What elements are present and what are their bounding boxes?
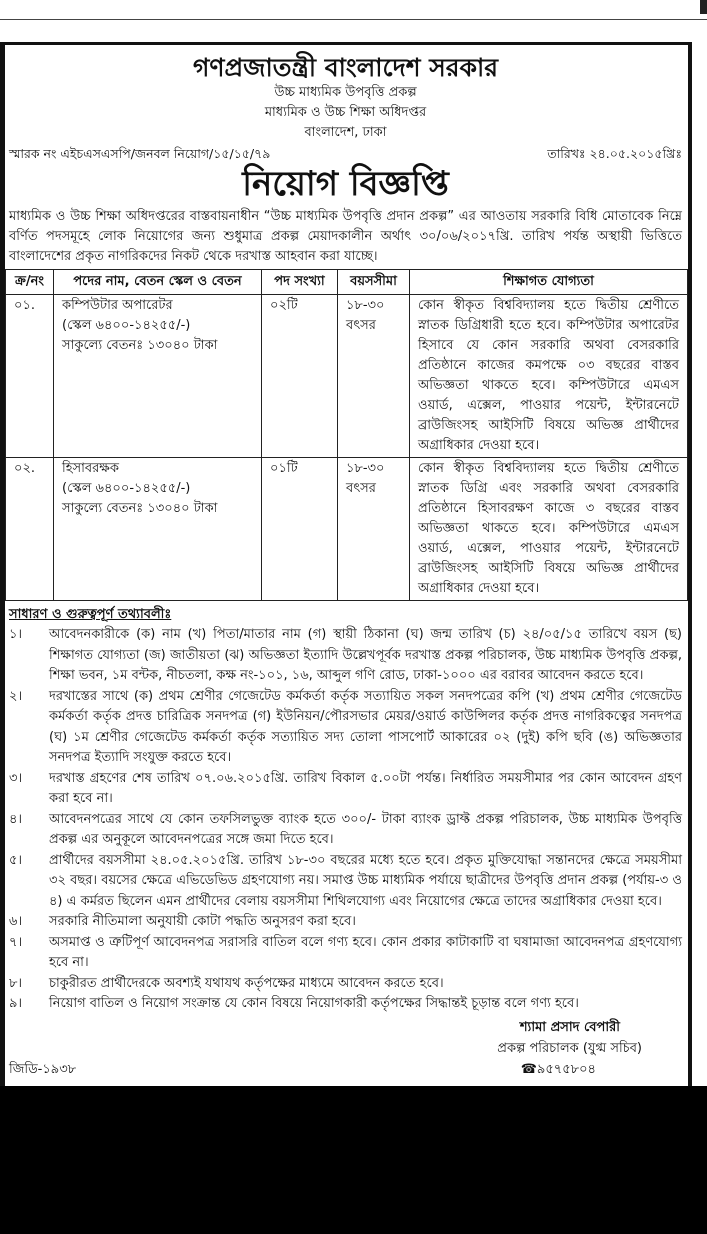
phone-number: ৯৫৭৫৮০৪ [536,1061,596,1077]
pay-scale: (স্কেল ৬৪০০-১৪২৫৫/-) [62,481,191,496]
notice-date: তারিখঃ ২৪.০৫.২০১৫খ্রিঃ [547,146,682,161]
signatory-designation: প্রকল্প পরিচালক (যুগ্ম সচিব) [497,1040,642,1056]
page-edge-mark [700,0,707,14]
project-name: উচ্চ মাধ্যমিক উপবৃত্তি প্রকল্প [274,85,417,100]
age-unit: বৎসর [346,481,376,496]
top-strip [0,0,707,42]
location: বাংলাদেশ, ঢাকা [304,125,387,140]
post-count: ০১টি [262,458,338,601]
post-count: ০২টি [262,295,338,458]
age-range: ১৮-৩০ [346,298,385,313]
footer-line [9,1059,682,1080]
post-cell [54,295,262,458]
note-number: ২। [9,688,23,704]
memo-line [9,144,682,163]
note-item [9,974,682,995]
note-text: দরখাস্ত গ্রহণের শেষ তারিখ ০৭.০৬.২০১৫খ্রি. তারিখ বিকাল ৫.০০টা পর্যন্ত। নির্ধারিত সময়সীমার পর কোন আবেদন গ্রহণ করা হবে না। [49,770,682,806]
table-header-row [6,270,688,295]
note-number: ৭। [9,934,23,950]
memo-number: স্মারক নং এইচএসএসপি/জনবল নিয়োগ/১৫/১৫/৭৯ [9,146,271,161]
age-cell [338,295,410,458]
note-item [9,625,682,687]
note-text: নিয়োগ বাতিল ও নিয়োগ সংক্রান্ত যে কোন বিষয়ে নিয়োগকারী কর্তৃপক্ষের সিদ্ধান্তই চূড়ান্ত বলে গণ্য হবে। [49,996,579,1011]
note-item [9,933,682,974]
age-range: ১৮-৩০ [346,461,385,476]
note-text: আবেদনপত্রের সাথে যে কোন তফসিলভুক্ত ব্যাংক হতে ৩০০/- টাকা ব্যাংক ড্রাফ্ট প্রকল্প পরিচালক, উচ্চ মাধ্যমিক উপবৃত্তি প্রকল্প এর অনুকূলে আবেদনপত্রের সঙ্গে জমা দিতে হবে। [49,811,682,847]
signatory-name: শ্যামা প্রসাদ বেপারী [519,1019,620,1035]
note-item [9,769,682,810]
note-number: ১। [9,627,23,642]
note-text: দরখাস্তের সাথে (ক) প্রথম শ্রেণীর গেজেটেড কর্মকর্তা কর্তৃক সত্যায়িত সকল সনদপত্রের কপি (খ) প্রথম শ্রেণীর গেজেটেড কর্মকর্তা কর্তৃক প্রদত্ত চারিত্রিক সনদপত্র (গ) ইউনিয়ন/পৌরসভার মেয়র/ওয়ার্ড কাউন্সিলর কর্তৃক প্রদত্ত নাগরিকত্বের সনদপত্র (ঘ) ১ম শ্রেণীর গেজেটেড কর্মকর্তা কর্তৃক সত্যায়িত সদ্য তোলা পাসপোর্ট আকারের ০২ (দুই) কপি ছবি (ঙ) অভিজ্ঞতার সনদপত্র ইত্যাদি সংযুক্ত করতে হবে। [49,688,682,765]
pay-scale: (স্কেল ৬৪০০-১৪২৫৫/-) [62,318,191,333]
table-row [6,458,688,601]
note-item [9,687,682,769]
col-qualification: শিক্ষাগত যোগ্যতা [410,270,688,295]
note-number: ৯। [9,996,23,1011]
salary: সাকুল্যে বেতনঃ ১৩০৪০ টাকা [62,501,218,516]
bottom-black-bar [0,1086,707,1234]
col-post: পদের নাম, বেতন স্কেল ও বেতন [54,270,262,295]
col-serial: ক্র/নং [6,270,54,295]
salary: সাকুল্যে বেতনঃ ১৩০৪০ টাকা [62,338,218,353]
gd-number: জিডি-১৯৩৮ [9,1061,77,1077]
age-unit: বৎসর [346,318,376,333]
note-item [9,851,682,913]
note-number: ৩। [9,770,23,786]
note-number: ৪। [9,811,23,827]
post-name: কম্পিউটার অপারেটর [62,298,173,313]
note-text: সরকারি নীতিমালা অনুযায়ী কোটা পদ্ধতি অনুসরণ করা হবে। [49,914,356,929]
qualification: কোন স্বীকৃত বিশ্ববিদ্যালয় হতে দ্বিতীয় শ্রেণীতে স্নাতক ডিগ্রিধারী হতে হবে। কম্পিউটার অপারেটর হিসাবে যে কোন সরকারি অথবা বেসরকারি প্রতিষ্ঠানে কাজের কমপক্ষে ০৩ বছরের বাস্তব অভিজ্ঞতা থাকতে হবে। কম্পিউটারে এমএস ওয়ার্ড, এক্সেল, পাওয়ার পয়েন্ট, ইন্টারনেটে ব্রাউজিংসহ আইসিটি বিষয়ে অভিজ্ঞ প্রার্থীদের অগ্রাধিকার দেওয়া হবে। [410,295,688,458]
note-item [9,912,682,933]
qualification: কোন স্বীকৃত বিশ্ববিদ্যালয় হতে দ্বিতীয় শ্রেণীতে স্নাতক ডিগ্রি এবং সরকারি অথবা বেসরকারি প্রতিষ্ঠানে হিসাবরক্ষণ কাজে ৩ বছরের বাস্তব অভিজ্ঞতা থাকতে হবে। কম্পিউটারে এমএস ওয়ার্ড, এক্সেল, পাওয়ার পয়েন্ট, ইন্টারনেটে ব্রাউজিংসহ আইসিটি বিষয়ে অভিজ্ঞ প্রার্থীদের অগ্রাধিকার দেওয়া হবে। [410,458,688,601]
age-cell [338,458,410,601]
directorate-name: মাধ্যমিক ও উচ্চ শিক্ষা অধিদপ্তর [264,105,427,120]
post-name: হিসাবরক্ষক [62,461,119,476]
note-text: চাকুরীরত প্রার্থীদেরকে অবশ্যই যথাযথ কর্তৃপক্ষের মাধ্যমে আবেদন করতে হবে। [49,975,444,991]
top-divider [0,19,707,20]
note-text: প্রার্থীদের বয়সসীমা ২৪.০৫.২০১৫খ্রি. তারিখ ১৮-৩০ বছরের মধ্যে হতে হবে। প্রকৃত মুক্তিযোদ্ধা সন্তানদের ক্ষেত্রে সময়সীমা ৩২ বছর। বয়সের ক্ষেত্রে এভিডেভিড গ্রহণযোগ্য নয়। সমাপ্ত উচ্চ মাধ্যমিক পর্যায়ে ছাত্রীদের উপবৃত্তি প্রদান প্রকল্প (পর্যায়-৩ ও ৪) এ কর্মরত ছিলেন এমন প্রার্থীদের বেলায় বয়সসীমা শিথিলযোগ্য এবং নিয়োগের ক্ষেত্রে তাদের অগ্রাধিকার দেওয়া হবে। [49,852,682,909]
note-text: অসমাপ্ত ও ত্রুটিপূর্ণ আবেদনপত্র সরাসরি বাতিল বলে গণ্য হবে। কোন প্রকার কাটাকাটি বা ঘষামাজা আবেদনপত্র গ্রহণযোগ্য হবে না। [49,934,682,970]
note-number: ৫। [9,852,23,868]
intro-paragraph: মাধ্যমিক ও উচ্চ শিক্ষা অধিদপ্তরের বাস্তবায়নাধীন “উচ্চ মাধ্যমিক উপবৃত্তি প্রদান প্রকল্প” এর আওতায় সরকারি বিধি মোতাবেক নিম্নে বর্ণিত পদসমূহে লোক নিয়োগের জন্য শুধুমাত্র প্রকল্প মেয়াদকালীন অর্থাৎ ৩০/০৬/২০১৭খ্রি. তারিখ পর্যন্ত অস্থায়ী ভিত্তিতে বাংলাদেশের প্রকৃত নাগরিকদের নিকট থেকে দরখাস্ত আহবান করা যাচ্ছে। [9,209,682,264]
government-title: গণপ্রজাতন্ত্রী বাংলাদেশ সরকার [193,53,498,82]
serial: ০১. [6,295,54,458]
note-text: আবেদনকারীকে (ক) নাম (খ) পিতা/মাতার নাম (গ) স্থায়ী ঠিকানা (ঘ) জন্ম তারিখ (চ) ২৪/০৫/১৫ তারিখে বয়স (ছ) শিক্ষাগত যোগ্যতা (জ) জাতীয়তা (ঝ) অভিজ্ঞতা ইত্যাদি উল্লেখপূর্বক দরখাস্ত প্রকল্প পরিচালক, উচ্চ মাধ্যমিক উপবৃত্তি প্রকল্প, শিক্ষা ভবন, ১ম বন্টক, নীচতলা, কক্ষ নং-১০১, ১৬, আব্দুল গণি রোড, ঢাকা-১০০০ এর বরাবর আবেদন করতে হবে। [49,627,682,683]
signature-block [9,1017,682,1059]
notes-title: সাধারণ ও গুরুত্বপূর্ণ তথ্যাবলীঃ [9,607,172,622]
serial: ০২. [6,458,54,601]
table-row [6,295,688,458]
telephone-icon: ☎ [520,1061,537,1077]
job-notice [0,42,692,1086]
note-number: ৮। [9,975,23,991]
phone [521,1059,596,1080]
note-item [9,810,682,851]
col-age: বয়সসীমা [338,270,410,295]
notice-title: নিয়োগ বিজ্ঞপ্তি [242,164,449,204]
post-cell [54,458,262,601]
posts-table [5,269,688,601]
col-count: পদ সংখ্যা [262,270,338,295]
note-number: ৬। [9,914,23,929]
notes-list [9,625,682,1015]
note-item [9,994,682,1015]
